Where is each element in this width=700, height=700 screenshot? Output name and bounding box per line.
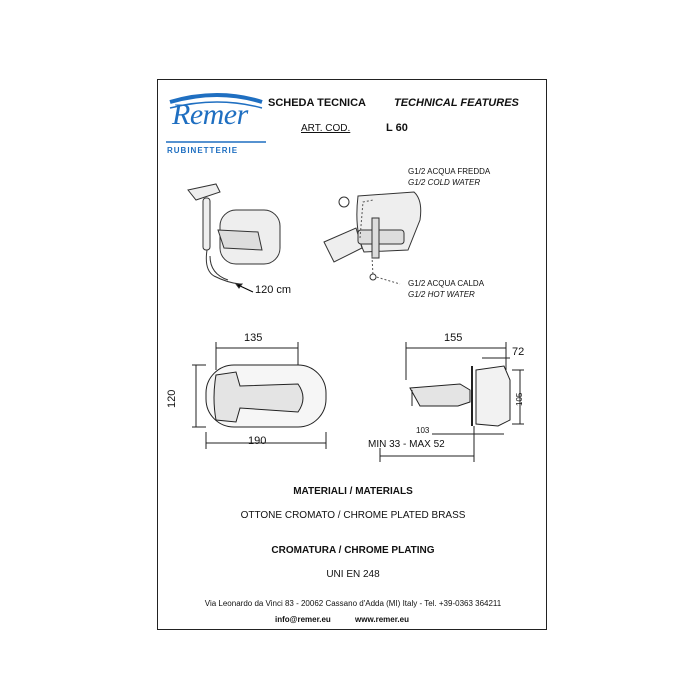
dim-side-range: MIN 33 - MAX 52 [368,439,445,450]
dim-front-bottom: 190 [248,435,267,447]
hose-holder-hook [339,197,349,207]
product-sketch [188,184,280,292]
header-title-it: SCHEDA TECNICA [268,97,366,109]
art-code-value: L 60 [386,122,408,134]
valve-body [324,228,362,262]
hose-length: 120 cm [255,284,292,296]
valve-lever [358,230,404,244]
cold-water-en: G1/2 COLD WATER [408,178,481,187]
materials-value: OTTONE CROMATO / CHROME PLATED BRASS [240,510,466,521]
exploded-sketch [324,192,421,284]
plating-value: UNI EN 248 [326,569,380,580]
hot-water-note [408,278,484,300]
dim-side-right: 72 [512,346,525,358]
shower-head [188,184,220,200]
side-body [476,366,510,426]
art-code-label: ART. COD. [301,123,351,134]
brand-subtitle: RUBINETTERIE [167,146,239,155]
dim-side-depth: 103 [416,426,430,435]
footer-website[interactable]: www.remer.eu [355,615,409,624]
hot-water-it: G1/2 ACQUA CALDA [408,279,485,288]
hot-water-leader [372,256,400,284]
dim-front-top: 135 [244,332,263,344]
lever-stem [372,218,379,258]
dim-front-side: 120 [166,389,178,408]
footer-email[interactable]: info@remer.eu [275,615,331,624]
materials-title: MATERIALI / MATERIALS [293,486,413,497]
cold-water-note [408,166,490,188]
side-lever [410,384,470,406]
hot-water-en: G1/2 HOT WATER [408,290,475,299]
hose-arrow [236,284,242,288]
dim-side-height: 105 [515,392,524,406]
hot-water-inlet [370,274,376,280]
brand-logo: Remer [172,98,248,131]
cold-water-it: G1/2 ACQUA FREDDA [408,167,491,176]
technical-sheet [157,79,547,630]
footer-address: Via Leonardo da Vinci 83 - 20062 Cassano d'Adda (MI) Italy - Tel. +39-0363 364211 [204,599,502,608]
header-title-en: TECHNICAL FEATURES [394,97,519,109]
dim-side-top: 155 [444,332,463,344]
front-view [192,342,326,449]
holder-valve [218,230,262,250]
plating-title: CROMATURA / CHROME PLATING [271,545,435,556]
shower-handle [203,198,210,250]
